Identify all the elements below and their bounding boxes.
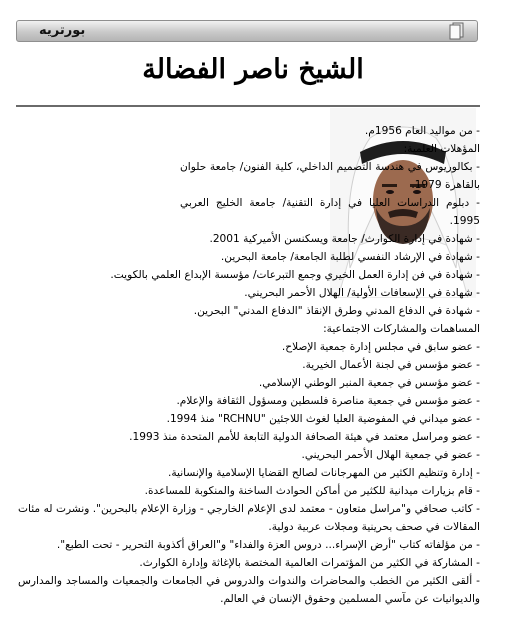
bio-line: - عضو ميداني في المفوضية العليا لغوث اللاجئين "RCHNU" منذ 1994. xyxy=(166,413,480,425)
bio-line: - عضو سابق في مجلس إدارة جمعية الإصلاح. xyxy=(281,341,480,353)
bio-line: المساهمات والمشاركات الاجتماعية: xyxy=(323,323,480,335)
bio-line: المؤهلات العلمية: xyxy=(403,143,480,155)
bio-line: - دبلوم الدراسات العليا في إدارة التقنية/ جامعة الخليج العربي 1995. xyxy=(180,197,480,227)
pages-icon xyxy=(449,22,465,44)
page-title: الشيخ ناصر الفضالة xyxy=(142,54,364,85)
bio-line: - عضو في جمعية الهلال الأحمر البحريني. xyxy=(301,449,480,461)
bio-line: - عضو ومراسل معتمد في هيئة الصحافة الدولية التابعة للأمم المتحدة منذ 1993. xyxy=(129,431,480,443)
bio-line: - من مواليد العام 1956م. xyxy=(364,125,480,137)
bio-line: - إدارة وتنظيم الكثير من المهرجانات لصالح القضايا الإسلامية والإنسانية. xyxy=(167,467,480,479)
bio-line: - شهادة في الإرشاد النفسي لطلبة الجامعة/ جامعة البحرين. xyxy=(220,251,480,263)
bio-line: - بكالوريوس في هندسة التصميم الداخلي، كلية الفنون/ جامعة حلوان بالقاهرة 1979. xyxy=(180,161,480,191)
bio-line: - ألقى الكثير من الخطب والمحاضرات والندوات والدروس في الجامعات والجمعيات والمساجد والمدارس والديوانيات عن مآسي المسلمين وحقوق الإنسان في العالم. xyxy=(18,575,480,605)
section-label: بورتريه xyxy=(39,23,86,38)
bio-line: - شهادة في الدفاع المدني وطرق الإنقاذ "الدفاع المدني" البحرين. xyxy=(193,305,480,317)
biography-text xyxy=(18,122,480,608)
bio-line: - كاتب صحافي و"مراسل متعاون - معتمد لدى الإعلام الخارجي - وزارة الإعلام بالبحرين". ونشرت له مئات المقالات في صحف بحرينية ومجلات عربية دولية. xyxy=(18,503,480,533)
title-divider xyxy=(16,105,480,107)
bio-line: - قام بزيارات ميدانية للكثير من أماكن الحوادث الساخنة والمنكوبة للمساعدة. xyxy=(144,485,480,497)
bio-line: - عضو مؤسس في لجنة الأعمال الخيرية. xyxy=(302,359,480,371)
section-header-bar xyxy=(16,20,478,42)
bio-line: - من مؤلفاته كتاب "أرض الإسراء... دروس العزة والفداء" و"العراق أكذوبة التحرير - تحت الطبع". xyxy=(56,539,480,551)
bio-line: - شهادة في الإسعافات الأولية/ الهلال الأحمر البحريني. xyxy=(244,287,480,299)
bio-line: - عضو مؤسس في جمعية مناصرة فلسطين ومسؤول الثقافة والإعلام. xyxy=(176,395,480,407)
bio-line: - شهادة في إدارة الكوارث/ جامعة ويسكنسن الأميركية 2001. xyxy=(209,233,480,245)
bio-line: - المشاركة في الكثير من المؤتمرات العالمية المختصة بالإغاثة وإدارة الكوارث. xyxy=(139,557,480,569)
bio-line: - عضو مؤسس في جمعية المنبر الوطني الإسلامي. xyxy=(258,377,480,389)
bio-line: - شهادة في فن إدارة العمل الخيري وجمع التبرعات/ مؤسسة الإبداع العلمي بالكويت. xyxy=(110,269,480,281)
